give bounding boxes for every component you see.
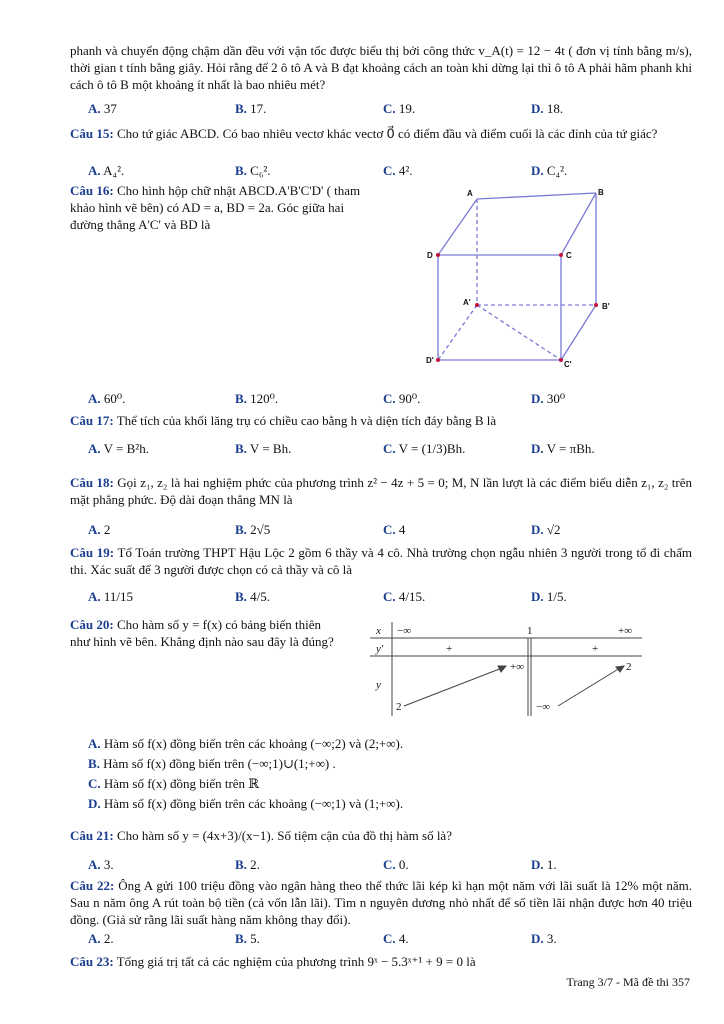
option-letter: D.	[531, 522, 544, 537]
option-letter: D.	[531, 589, 544, 604]
question-17	[70, 412, 692, 429]
question-21-label: Câu 21:	[70, 828, 114, 843]
question-18-text: Gọi z₁, z₂ là hai nghiệm phức của phương trình z² − 4z + 5 = 0; M, N lần lượt là các điểm biểu diễn z₁, z₂ trên mặt phẳng phức. Độ dài đoạn thẳng MN là	[70, 475, 692, 507]
q17-option-c: C. V = (1/3)Bh.	[383, 441, 466, 456]
option-letter: B.	[88, 756, 100, 771]
intro-option-a: A. 37	[88, 101, 117, 116]
intro-text: phanh và chuyển động chậm dần đều với vận tốc được biểu thị bởi công thức v_A(t) = 12 − 4t ( đơn vị tính bằng m/s), thời gian t tính bằng giây. Hỏi rằng để 2 ô tô A và B đạt khoảng cách an toàn khi dừng lại thì ô tô A phải hãm phanh khi cách ô tô B một khoảng ít nhất là bao nhiêu mét?	[70, 43, 692, 92]
q20-option-b: B. Hàm số f(x) đồng biến trên (−∞;1)∪(1;+∞) .	[88, 756, 336, 771]
page-footer: Trang 3/7 - Mã đề thi 357	[566, 975, 690, 989]
vertex-c	[559, 253, 563, 257]
question-22	[70, 877, 692, 928]
option-letter: D.	[531, 163, 544, 178]
q21-option-a: A. 3.	[88, 857, 114, 872]
q15-option-b: B. C₆².	[235, 163, 271, 178]
question-17-label: Câu 17:	[70, 413, 114, 428]
option-letter: A.	[88, 589, 101, 604]
vertex-d	[436, 253, 440, 257]
option-letter: A.	[88, 736, 101, 751]
option-letter: D.	[531, 931, 544, 946]
option-letter: D.	[531, 857, 544, 872]
option-letter: C.	[383, 441, 396, 456]
table-y-bottom-2: −∞	[536, 701, 551, 713]
q22-option-c: C. 4.	[383, 931, 409, 946]
q20-option-c: C. Hàm số f(x) đồng biến trên ℝ	[88, 776, 260, 791]
q20-option-a: A. Hàm số f(x) đồng biến trên các khoảng (−∞;2) và (2;+∞).	[88, 736, 404, 751]
table-sign-2: +	[592, 643, 599, 655]
box-figure	[420, 185, 620, 370]
table-y-label: y	[376, 679, 381, 691]
q21-option-d: D. 1.	[531, 857, 557, 872]
q22-option-b: B. 5.	[235, 931, 260, 946]
q18-option-a: A. 2	[88, 522, 111, 537]
question-15-label: Câu 15:	[70, 126, 114, 141]
option-letter: A.	[88, 163, 101, 178]
question-22-label: Câu 22:	[70, 878, 115, 893]
option-letter: B.	[235, 441, 247, 456]
question-19-text: Tổ Toán trường THPT Hậu Lộc 2 gồm 6 thầy và 4 cô. Nhà trường chọn ngẫu nhiên 3 người trong tổ đi chấm thi. Xác suất để 3 người được chọn có cả thầy và cô là	[70, 545, 693, 577]
q22-option-d: D. 3.	[531, 931, 557, 946]
q16-option-b: B. 120⁰.	[235, 391, 279, 406]
edge-a1c1	[477, 305, 561, 360]
option-letter: B.	[235, 931, 247, 946]
option-letter: D.	[531, 391, 544, 406]
table-y-top-2: 2	[626, 661, 632, 673]
q17-option-b: B. V = Bh.	[235, 441, 292, 456]
q21-option-b: B. 2.	[235, 857, 260, 872]
question-15	[70, 125, 692, 142]
edge-ab	[477, 193, 596, 199]
q15-option-d: D. C₄².	[531, 163, 568, 178]
option-letter: A.	[88, 522, 101, 537]
option-letter: D.	[531, 441, 544, 456]
question-18	[70, 474, 692, 508]
question-16	[70, 182, 370, 233]
edge-bc	[561, 193, 596, 255]
q17-option-d: D. V = πBh.	[531, 441, 595, 456]
question-23-label: Câu 23:	[70, 954, 114, 969]
q22-option-a: A. 2.	[88, 931, 114, 946]
option-letter: C.	[383, 931, 396, 946]
option-letter: C.	[88, 776, 101, 791]
edge-ad	[438, 199, 477, 255]
question-16-text: Cho hình hộp chữ nhật ABCD.A'B'C'D' ( tham khảo hình vẽ bên) có AD = a, BD = 2a. Góc giữa hai đường thẳng A'C' và BD là	[70, 183, 361, 232]
q19-option-a: A. 11/15	[88, 589, 134, 604]
option-letter: B.	[235, 522, 247, 537]
option-letter: B.	[235, 589, 247, 604]
option-letter: A.	[88, 391, 101, 406]
intro-option-c: C. 19.	[383, 101, 416, 116]
table-arrow-2	[558, 668, 620, 706]
option-letter: A.	[88, 441, 101, 456]
option-letter: B.	[235, 101, 247, 116]
option-letter: A.	[88, 931, 101, 946]
q20-option-d: D. Hàm số f(x) đồng biến trên các khoảng (−∞;1) và (1;+∞).	[88, 796, 404, 811]
option-letter: C.	[383, 857, 396, 872]
intro-option-b: B. 17.	[235, 101, 267, 116]
vertex-b1	[594, 303, 598, 307]
table-x-minus-inf: −∞	[397, 625, 412, 637]
option-letter: C.	[383, 589, 396, 604]
option-letter: B.	[235, 857, 247, 872]
question-23-text: Tổng giá trị tất cả các nghiệm của phương trình 9ˣ − 5.3ˣ⁺¹ + 9 = 0 là	[116, 954, 476, 969]
q18-option-b: B. 2√5	[235, 522, 271, 537]
table-arrowhead-2	[616, 666, 624, 672]
option-letter: D.	[88, 796, 101, 811]
question-20-text: Cho hàm số y = f(x) có bảng biến thiên như hình vẽ bên. Khẳng định nào sau đây là đúng?	[70, 617, 334, 649]
option-letter: C.	[383, 163, 396, 178]
question-16-label: Câu 16:	[70, 183, 114, 198]
option-letter: A.	[88, 857, 101, 872]
question-19	[70, 544, 692, 578]
question-21-text: Cho hàm số y = (4x+3)/(x−1). Số tiệm cận của đồ thị hàm số là?	[116, 828, 452, 843]
question-20	[70, 616, 338, 650]
table-x-one: 1	[527, 625, 533, 637]
vertex-d1	[436, 358, 440, 362]
q18-option-d: D. √2	[531, 522, 561, 537]
q16-option-a: A. 60⁰.	[88, 391, 126, 406]
q17-option-a: A. V = B²h.	[88, 441, 149, 456]
question-19-label: Câu 19:	[70, 545, 115, 560]
question-18-label: Câu 18:	[70, 475, 114, 490]
table-arrow-1	[404, 668, 502, 706]
table-x-label: x	[376, 625, 381, 637]
option-letter: C.	[383, 101, 396, 116]
edge-c1b1	[561, 305, 596, 360]
label-c: C	[566, 251, 572, 260]
table-arrowhead-1	[498, 666, 506, 672]
question-15-text: Cho tứ giác ABCD. Có bao nhiêu vectơ khác vectơ 0⃗ có điểm đầu và điểm cuối là các đỉnh của tứ giác?	[116, 126, 658, 141]
table-sign-1: +	[446, 643, 453, 655]
vertex-a1	[475, 303, 479, 307]
label-a: A	[467, 189, 473, 198]
question-22-text: Ông A gửi 100 triệu đồng vào ngân hàng theo thể thức lãi kép kì hạn một năm với lãi suất là 12% một năm. Sau n năm ông A rút toàn bộ tiền (cả vốn lẫn lãi). Tìm n nguyên dương nhỏ nhất để số tiền lãi nhận được hơn 40 triệu đồng. (Giả sử rằng lãi suất hàng năm không thay đổi).	[70, 878, 693, 927]
table-y-top-1: +∞	[510, 661, 525, 673]
intro-option-d: D. 18.	[531, 101, 564, 116]
option-letter: C.	[383, 391, 396, 406]
table-yprime-label: y'	[376, 643, 384, 655]
option-letter: A.	[88, 101, 101, 116]
label-b1: B'	[602, 302, 610, 311]
option-letter: B.	[235, 391, 247, 406]
q19-option-c: C. 4/15.	[383, 589, 426, 604]
label-d: D	[427, 251, 433, 260]
q16-option-d: D. 30⁰	[531, 391, 566, 406]
option-letter: C.	[383, 522, 396, 537]
q15-option-c: C. 4².	[383, 163, 413, 178]
table-x-plus-inf: +∞	[618, 625, 633, 637]
vertex-c1	[559, 358, 563, 362]
q15-option-a: A. A₄².	[88, 163, 125, 178]
table-y-bottom-1: 2	[396, 701, 402, 713]
option-letter: B.	[235, 163, 247, 178]
question-21	[70, 827, 692, 844]
edge-a1d1	[438, 305, 477, 360]
label-c1: C'	[564, 360, 572, 369]
variation-table	[370, 622, 642, 716]
question-20-label: Câu 20:	[70, 617, 114, 632]
q19-option-b: B. 4/5.	[235, 589, 271, 604]
q16-option-c: C. 90⁰.	[383, 391, 421, 406]
label-b: B	[598, 188, 604, 197]
q21-option-c: C. 0.	[383, 857, 409, 872]
label-d1: D'	[426, 356, 434, 365]
q19-option-d: D. 1/5.	[531, 589, 567, 604]
label-a1: A'	[463, 298, 471, 307]
question-23	[70, 953, 692, 970]
question-17-text: Thể tích của khối lăng trụ có chiều cao bằng h và diện tích đáy bằng B là	[116, 413, 497, 428]
q18-option-c: C. 4	[383, 522, 406, 537]
option-letter: D.	[531, 101, 544, 116]
